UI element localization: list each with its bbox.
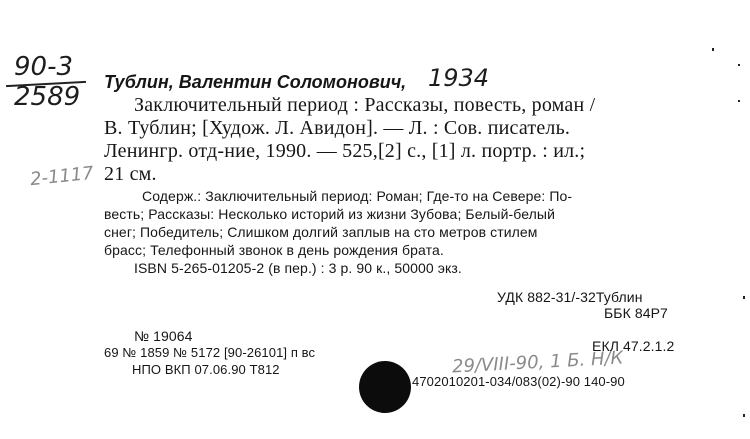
npo-line: НПО ВКП 07.06.90 Т812 [132, 362, 280, 377]
edge-speck [738, 64, 740, 66]
description-line-1: Заключительный период : Рассказы, повесть, роман / [134, 94, 596, 116]
description-line-2: В. Тублин; [Худож. Л. Авидон]. — Л. : Сов. писатель. [104, 117, 571, 139]
isbn-line: ISBN 5-265-01205-2 (в пер.) : 3 р. 90 к., 50000 экз. [134, 260, 462, 276]
edge-speck [712, 48, 714, 51]
ekl-code: ЕКЛ 47.2.1.2 [592, 338, 675, 354]
handwritten-date: 29/VIII-90, 1 Б. Н/К [451, 347, 624, 378]
record-number: № 19064 [134, 328, 193, 344]
edge-speck [743, 414, 745, 417]
card-punch-hole [359, 361, 411, 413]
call-number-bottom: 2589 [14, 82, 81, 112]
contents-line-3: снег; Победитель; Слишком долгий заплыв на сто метров стилем [104, 224, 538, 240]
order-line: 69 № 1859 № 5172 [90-26101] п вс [104, 345, 316, 360]
edge-speck [743, 296, 745, 299]
author-heading: Тублин, Валентин Соломонович, [104, 72, 407, 92]
contents-line-4: брасс; Телефонный звонок в день рождения брата. [104, 242, 444, 258]
contents-line-1: Содерж.: Заключительный период: Роман; Где-то на Севере: По- [142, 188, 573, 204]
author-birth-year: 1934 [428, 64, 490, 92]
udk-code: УДК 882-31/-32Тублин [497, 289, 643, 305]
bbk-code: ББК 84Р7 [604, 305, 668, 321]
barcode-number: 4702010201-034/083(02)-90 140-90 [412, 374, 625, 389]
description-line-3: Ленингр. отд-ние, 1990. — 525,[2] с., [1] л. портр. : ил.; [104, 140, 586, 162]
margin-note: 2-1117 [29, 162, 95, 191]
call-number-top: 90-3 [14, 52, 74, 82]
edge-speck [738, 100, 740, 102]
description-line-4: 21 см. [104, 163, 157, 185]
contents-line-2: весть; Рассказы: Несколько историй из жизни Зубова; Белый-белый [104, 206, 555, 222]
